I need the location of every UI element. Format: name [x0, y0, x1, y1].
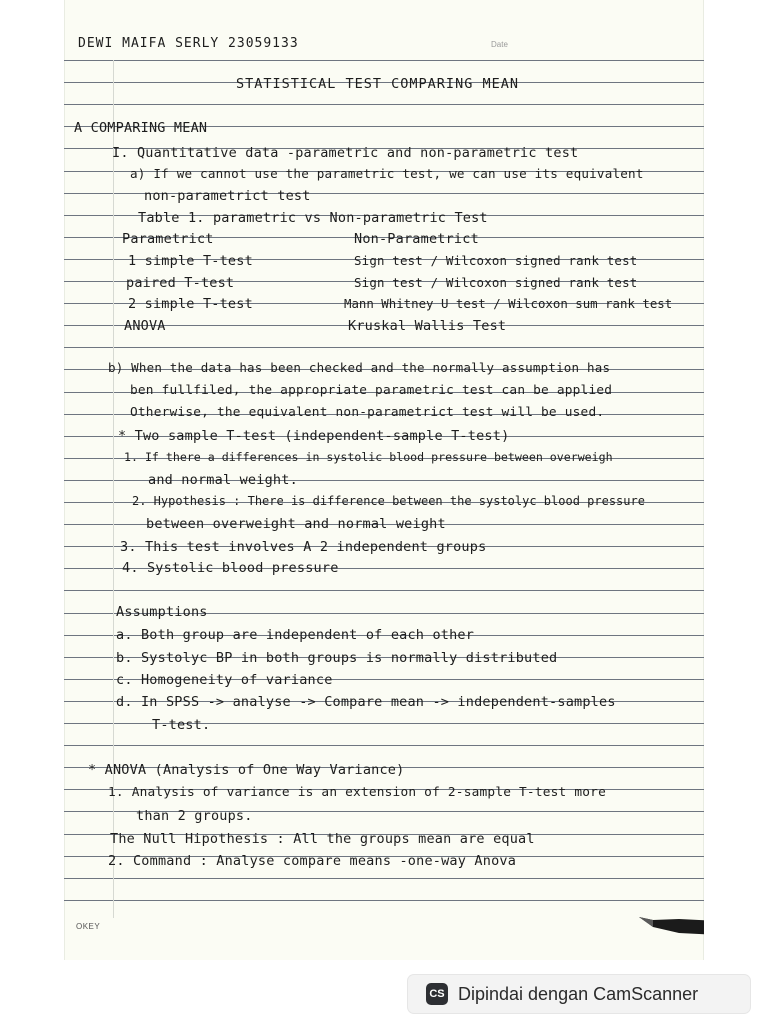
text-line: c. Homogeneity of variance — [116, 672, 333, 688]
text-line: Otherwise, the equivalent non-parametrict test will be used. — [130, 405, 605, 420]
ruled-line — [64, 60, 704, 61]
anova-heading: * ANOVA (Analysis of One Way Variance) — [88, 762, 405, 778]
text-line: T-test. — [152, 717, 211, 733]
ruled-line — [64, 900, 704, 901]
text-line: between overweight and normal weight — [146, 516, 446, 532]
text-line: 2. Hypothesis : There is difference between the systolyc blood pressure — [132, 494, 645, 508]
ruled-line — [64, 745, 704, 746]
text-line: 1. Analysis of variance is an extension of 2-sample T-test more — [108, 785, 606, 800]
table-header-nonparametric: Non-Parametrict — [354, 231, 479, 247]
subsection-heading: I. Quantitative data -parametric and non-parametric test — [112, 145, 579, 161]
ruled-line — [64, 878, 704, 879]
camscanner-text: Dipindai dengan CamScanner — [458, 983, 699, 1004]
ruled-line — [64, 347, 704, 348]
table-cell: Kruskal Wallis Test — [348, 318, 507, 334]
section-heading: A COMPARING MEAN — [74, 120, 208, 136]
table-cell: ANOVA — [124, 318, 166, 334]
text-line: a. Both group are independent of each other — [116, 627, 475, 643]
text-line: b) When the data has been checked and the normally assumption has — [108, 360, 611, 375]
table-cell: paired T-test — [126, 275, 235, 291]
text-line: The Null Hipothesis : All the groups mean are equal — [110, 831, 535, 847]
text-line: a) If we cannot use the parametric test, we can use its equivalent — [130, 166, 644, 181]
table-cell: Sign test / Wilcoxon signed rank test — [354, 275, 638, 290]
assumptions-heading: Assumptions — [116, 604, 208, 620]
text-line: b. Systolyc BP in both groups is normally distributed — [116, 650, 558, 666]
author-header: DEWI MAIFA SERLY 23059133 — [78, 36, 299, 51]
text-line: than 2 groups. — [136, 808, 253, 824]
ruled-line — [64, 590, 704, 591]
table-cell: 1 simple T-test — [128, 253, 253, 269]
date-label: Date — [491, 40, 508, 49]
ruled-line — [64, 104, 704, 105]
table-header-parametric: Parametrict — [122, 231, 214, 247]
table-cell: Mann Whitney U test / Wilcoxon sum rank test — [344, 296, 673, 311]
pen-tip-icon — [639, 915, 704, 937]
footer-mark: OKEY — [76, 922, 101, 931]
table-cell: 2 simple T-test — [128, 296, 253, 312]
text-line: * Two sample T-test (independent-sample T-test) — [118, 428, 510, 444]
camscanner-badge — [408, 975, 750, 1013]
text-line: 2. Command : Analyse compare means -one-way Anova — [108, 853, 517, 869]
camscanner-logo-icon: CS — [426, 983, 448, 1005]
table-caption: Table 1. parametric vs Non-parametric Test — [138, 210, 488, 226]
notebook-page — [64, 0, 704, 960]
text-line: 1. If there a differences in systolic blood pressure between overweigh — [124, 450, 613, 464]
text-line: ben fullfiled, the appropriate parametric test can be applied — [130, 383, 613, 398]
table-cell: Sign test / Wilcoxon signed rank test — [354, 253, 638, 268]
text-line: d. In SPSS -> analyse -> Compare mean -> independent-samples — [116, 694, 616, 710]
text-line: 3. This test involves A 2 independent groups — [120, 539, 487, 555]
page-title: STATISTICAL TEST COMPARING MEAN — [236, 76, 519, 92]
text-line: 4. Systolic blood pressure — [122, 560, 339, 576]
text-line: and normal weight. — [148, 472, 298, 488]
text-line: non-parametrict test — [144, 188, 311, 204]
